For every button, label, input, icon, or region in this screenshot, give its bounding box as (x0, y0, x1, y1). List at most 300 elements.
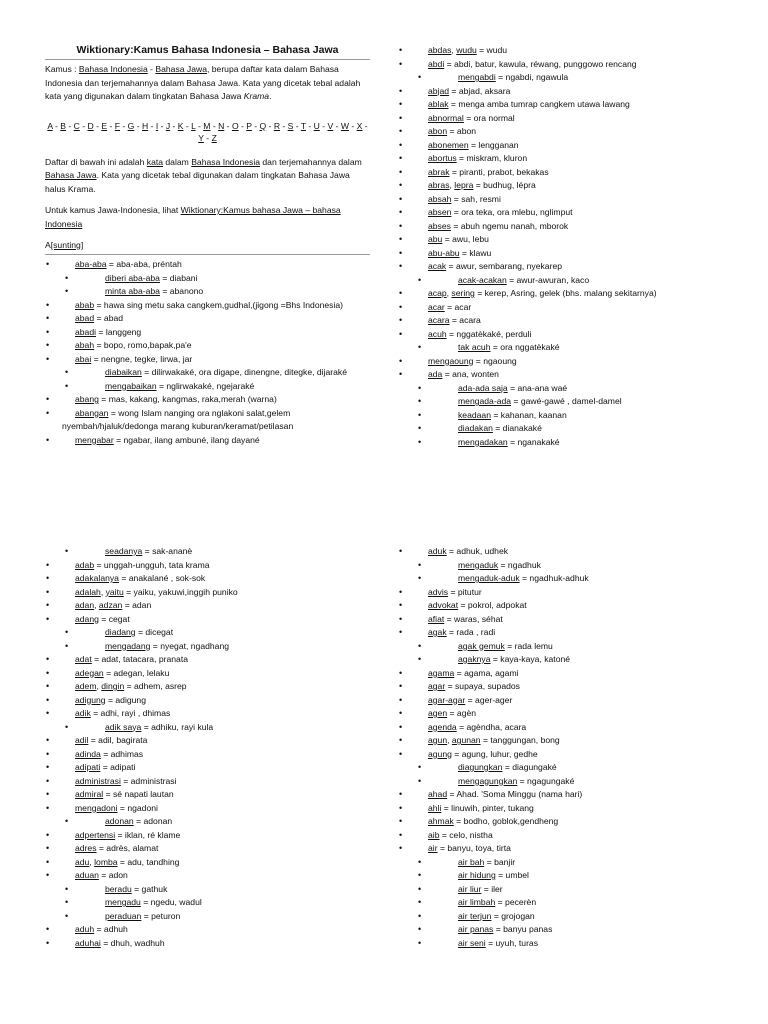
entry-translation: = peturon (141, 910, 181, 921)
entry-word-link[interactable]: adem (75, 681, 97, 691)
entry-word-link[interactable]: aduan (75, 870, 99, 880)
alphabet-link[interactable]: N (218, 120, 225, 131)
entry-translation: = nggatèkaké, perduli (446, 328, 532, 339)
entry-translation: = adu, tandhing (117, 856, 180, 867)
entry-word-link[interactable]: absen (428, 207, 452, 217)
column-top-right (398, 44, 723, 449)
entry-word-link[interactable]: adres (75, 843, 97, 853)
sub-entry (398, 653, 723, 667)
entry-translation: = sak-ananè (142, 546, 193, 556)
entry-word-link[interactable]: agak gemuk (458, 640, 505, 651)
entry-word-link[interactable]: ahli (428, 802, 442, 813)
entry-translation: = celo, nistha (439, 829, 493, 840)
entry-word-link[interactable]: acar (428, 301, 445, 312)
entry-word-link[interactable]: afiat (428, 613, 445, 624)
entry-word-link[interactable]: mengagungkan (458, 775, 518, 786)
entry-word-link[interactable]: aib (428, 829, 440, 840)
entry-translation: = adhuh (94, 924, 128, 934)
entry-word-link[interactable]: aduhai (75, 937, 101, 948)
entry-word-link[interactable]: abah (75, 340, 95, 350)
entry-word-link[interactable]: acuh (428, 328, 447, 339)
entry-synonym-link[interactable]: lepra (454, 180, 474, 190)
dictionary-entry (398, 166, 723, 180)
alphabet-link[interactable]: Y (198, 132, 204, 143)
entry-translation: = gawé-gawé , damel-damel (511, 396, 622, 406)
alphabet-link[interactable]: V (327, 120, 334, 131)
entry-translation: = grojogan (491, 910, 535, 921)
entry-translation: = iklan, ré klame (115, 829, 181, 840)
entry-word-link[interactable]: air panas (458, 924, 494, 934)
dictionary-entry (398, 721, 723, 735)
dictionary-entry (398, 220, 723, 234)
sub-entry (45, 285, 370, 299)
entry-word-link[interactable]: adil (75, 735, 89, 745)
entry-translation: = pecerèn (495, 897, 537, 907)
dictionary-entry (398, 328, 723, 342)
entry-word-link[interactable]: abon (428, 126, 448, 136)
alphabet-link[interactable]: S (287, 120, 294, 131)
entry-word-link[interactable]: agar-agar (428, 694, 466, 705)
entry-word-link[interactable]: mengada-ada (458, 396, 512, 406)
alphabet-link[interactable]: O (231, 120, 239, 131)
alphabet-link[interactable]: A (47, 120, 53, 131)
entry-translation: = adhuk, udhek (446, 546, 509, 556)
entry-word-link[interactable]: adonan (105, 816, 134, 826)
entry-translation: = pitutur (448, 586, 482, 597)
entry-word-link[interactable]: seadanya (105, 546, 143, 556)
alphabet-link[interactable]: P (246, 120, 252, 131)
dictionary-entry (398, 829, 723, 843)
entry-word-link[interactable]: abjad (428, 85, 450, 96)
link-kamus-jawa-indonesia[interactable]: Wiktionary:Kamus bahasa Jawa – bahasa Indonesia (45, 205, 341, 229)
dictionary-entry (398, 815, 723, 829)
dictionary-entry (45, 829, 370, 843)
entry-translation: = agèndha, acara (456, 721, 527, 732)
entry-word-link[interactable]: abab (75, 299, 95, 310)
entry-word-link[interactable]: diadang (105, 627, 136, 637)
sub-entry (398, 640, 723, 654)
entry-word-link[interactable]: adik saya (105, 721, 142, 732)
sub-entry (45, 545, 370, 559)
entry-word-link[interactable]: abrak (428, 166, 450, 177)
title-rule (45, 59, 370, 60)
entry-word-link[interactable]: mengabaikan (105, 380, 157, 391)
entry-word-link[interactable]: mengabar (75, 434, 114, 445)
entry-translation: = yaiku, yakuwi,inggih puniko (123, 586, 238, 597)
entry-word-link[interactable]: adakalanya (75, 573, 119, 583)
entry-translation: = langgeng (96, 326, 142, 337)
entry-list (45, 545, 370, 950)
entry-translation: = rada lemu (504, 640, 553, 651)
column-top-left (45, 44, 370, 447)
entry-word-link[interactable]: ada-ada saja (458, 382, 508, 393)
entry-synonym-link[interactable]: sering (451, 288, 475, 298)
alphabet-link[interactable]: J (165, 120, 171, 131)
dictionary-entry (45, 299, 370, 313)
entry-translation: = abdi, batur, kawula, réwang, punggowo rencang (444, 58, 637, 69)
dictionary-entry (45, 788, 370, 802)
edit-section-link[interactable]: [sunting] (50, 240, 84, 250)
entry-word-link[interactable]: air bah (458, 856, 485, 867)
entry-translation: = abon (447, 126, 477, 136)
entry-word-link[interactable]: abai (75, 353, 92, 364)
alphabet-link[interactable]: L (191, 120, 196, 131)
entry-synonym-link[interactable]: agunan (451, 735, 481, 745)
entry-synonym-link[interactable]: yaitu (105, 586, 124, 597)
entry-word-link[interactable]: agenda (428, 721, 457, 732)
dictionary-entry (45, 559, 370, 573)
alphabet-link[interactable]: T (300, 120, 306, 131)
entry-translation: = iler (481, 883, 503, 894)
entry-translation: = adhi, rayi , dhimas (90, 708, 171, 718)
entry-word-link[interactable]: abang (75, 394, 99, 404)
dictionary-entry (398, 260, 723, 274)
entry-word-link[interactable]: abonemen (428, 139, 469, 150)
entry-word-link[interactable]: agaknya (458, 654, 491, 664)
entry-word-link[interactable]: air (428, 843, 438, 853)
sub-entry (398, 572, 723, 586)
alphabet-link[interactable]: R (273, 120, 281, 131)
entry-translation: = diagungaké (502, 762, 557, 772)
dictionary-entry (398, 368, 723, 382)
entry-word-link[interactable]: ahmak (428, 816, 454, 826)
entry-word-link[interactable]: adang (75, 613, 99, 624)
entry-synonym-link[interactable]: lomba (94, 856, 118, 867)
entry-word-link[interactable]: diadakan (458, 423, 493, 433)
alphabet-link[interactable]: D (87, 120, 94, 131)
dictionary-entry (398, 112, 723, 126)
alphabet-link[interactable]: I (155, 120, 159, 131)
entry-translation: = ngadhuk-adhuk (519, 573, 589, 583)
alphabet-link[interactable]: C (73, 120, 80, 131)
entry-translation: = wudu (476, 45, 508, 55)
entry-word-link[interactable]: abdi (428, 58, 445, 69)
entry-word-link[interactable]: abad (75, 313, 95, 323)
entry-translation: = adonan (133, 816, 173, 826)
link-kata[interactable]: kata (146, 156, 164, 167)
entry-translation: = wong Islam nanging ora nglakoni salat,gelem nyembah/hjaluk/dedonga marang kuburan/keramat/petilasan (62, 407, 294, 431)
sub-entry (45, 815, 370, 829)
entry-translation: = sah, resmi (451, 193, 501, 204)
entry-word-link[interactable]: abdas (428, 45, 452, 55)
dictionary-entry (398, 314, 723, 328)
entry-word-link[interactable]: mengadu (105, 897, 141, 907)
alphabet-link[interactable]: G (127, 120, 135, 131)
alphabet-link[interactable]: Q (259, 120, 267, 131)
entry-word-link[interactable]: adu (75, 856, 90, 867)
entry-translation: = sé napati lautan (103, 789, 174, 799)
dictionary-entry (45, 653, 370, 667)
entry-word-link[interactable]: air seni (458, 937, 486, 948)
entry-word-link[interactable]: acak (428, 261, 447, 271)
entry-word-link[interactable]: adalah (75, 586, 101, 597)
sub-entry (398, 937, 723, 951)
dictionary-entry (398, 842, 723, 856)
entry-translation: = acar (444, 301, 472, 312)
entry-word-link[interactable]: adipati (75, 762, 101, 772)
entry-translation: = agèn (447, 708, 477, 718)
sub-entry (398, 856, 723, 870)
entry-word-link[interactable]: agama (428, 667, 455, 678)
alphabet-link[interactable]: K (177, 120, 184, 131)
entry-word-link[interactable]: air limbah (458, 897, 496, 907)
entry-translation: = abuh ngemu nanah, mborok (450, 220, 569, 231)
entry-synonym-link[interactable]: wudu (456, 45, 477, 55)
sub-entry (45, 272, 370, 286)
entry-word-link[interactable]: mengaduk (458, 559, 499, 570)
dictionary-entry (45, 572, 370, 586)
dictionary-entry (45, 802, 370, 816)
alphabet-link[interactable]: M (203, 120, 211, 131)
entry-word-link[interactable]: keadaan (458, 409, 491, 420)
dictionary-entry: • adalah, yaitu = yaiku, yakuwi,inggih puniko (45, 586, 370, 600)
entry-translation: = nyegat, ngadhang (150, 640, 230, 651)
sub-entry (398, 910, 723, 924)
sub-entry (398, 559, 723, 573)
entry-word-link[interactable]: agar (428, 681, 446, 691)
entry-word-link[interactable]: abortus (428, 153, 457, 163)
entry-word-link[interactable]: mengaduk-aduk (458, 573, 520, 583)
entry-translation: = linuwih, pinter, tukang (441, 802, 534, 813)
dictionary-entry (45, 923, 370, 937)
entry-translation: = unggah-ungguh, tata krama (94, 559, 210, 570)
dictionary-entry (398, 139, 723, 153)
entry-word-link[interactable]: tak acuh (458, 342, 491, 352)
dictionary-entry (398, 206, 723, 220)
dictionary-entry (398, 233, 723, 247)
alphabet-link[interactable]: H (141, 120, 149, 131)
entry-translation: = adan (122, 600, 152, 610)
entry-word-link[interactable]: abnormal (428, 112, 464, 123)
dictionary-entry (398, 301, 723, 315)
sub-entry (45, 640, 370, 654)
dictionary-entry: • acap, sering = kerep, Asring, gelek (bhs. malang sekitarnya) (398, 287, 723, 301)
entry-word-link[interactable]: advis (428, 586, 449, 597)
dictionary-entry (45, 312, 370, 326)
alphabet-link[interactable]: U (313, 120, 320, 131)
sub-entry (398, 382, 723, 396)
entry-word-link[interactable]: adik (75, 708, 91, 718)
dictionary-entry (398, 193, 723, 207)
section-heading-a: A[sunting] (45, 240, 84, 250)
entry-translation: = piranti, prabot, bekakas (449, 166, 549, 177)
entry-word-link[interactable]: air hidung (458, 870, 496, 880)
sub-entry (398, 923, 723, 937)
dictionary-entry: • adem, dingin = adhem, asrep (45, 680, 370, 694)
entry-word-link[interactable]: advokat (428, 600, 459, 610)
alphabet-link[interactable]: F (114, 120, 120, 131)
sub-entry (45, 910, 370, 924)
entry-word-link[interactable]: diabaikan (105, 367, 142, 377)
entry-word-link[interactable]: adat (75, 654, 92, 664)
entry-translation: = adon (98, 870, 128, 880)
entry-word-link[interactable]: air terjun (458, 910, 492, 921)
entry-translation: = hawa sing metu saka cangkem,gudhal,(jigong =Bhs Indonesia) (94, 299, 344, 310)
entry-translation: = ager-ager (465, 694, 513, 705)
entry-translation: = awur-awuran, kaco (506, 274, 590, 285)
entry-translation: = miskram, kluron (456, 153, 528, 163)
entry-translation: = nganakaké (507, 436, 560, 447)
sub-entry (398, 409, 723, 423)
entry-translation: = ngagungaké (517, 775, 575, 786)
entry-translation: = aba-aba, préntah (106, 259, 182, 269)
entry-word-link[interactable]: agun (428, 735, 448, 745)
entry-word-link[interactable]: abses (428, 220, 451, 231)
entry-translation: = banyu panas (493, 924, 553, 934)
dictionary-entry (398, 85, 723, 99)
entry-word-link[interactable]: agak (428, 627, 447, 637)
entry-translation: = dianakaké (492, 423, 542, 433)
entry-word-link[interactable]: ada (428, 369, 443, 379)
dictionary-entry (398, 98, 723, 112)
entry-translation: = diabani (159, 272, 198, 283)
entry-word-link[interactable]: aba-aba (75, 259, 107, 269)
sub-entry (398, 436, 723, 450)
entry-word-link[interactable]: mengadang (105, 640, 151, 651)
entry-translation: = banyu, toya, tirta (437, 843, 511, 853)
entry-translation: = rada , radi (446, 627, 496, 637)
sub-entry (398, 395, 723, 409)
link-bahasa-jawa[interactable]: Bahasa Jawa (155, 64, 207, 74)
entry-word-link[interactable]: acara (428, 315, 450, 325)
alphabet-index: A - B - C - D - E - F - G - H - I - J - K - L - M - N - O - P - Q - R - S - T - U - V - W - X - Y - Z (47, 120, 368, 143)
entry-word-link[interactable]: diberi aba-aba (105, 272, 160, 283)
dictionary-entry (45, 353, 370, 367)
column-bottom-right (398, 545, 723, 950)
entry-word-link[interactable]: aduk (428, 546, 447, 556)
dictionary-entry: • agun, agunan = tanggungan, bong (398, 734, 723, 748)
entry-word-link[interactable]: aduh (75, 924, 95, 934)
entry-translation: = awur, sembarang, nyekarep (446, 261, 562, 271)
sub-entry (398, 71, 723, 85)
link-bahasa-indonesia-2[interactable]: Bahasa Indonesia (191, 156, 261, 167)
dictionary-entry (45, 775, 370, 789)
dictionary-entry (398, 680, 723, 694)
entry-word-link[interactable]: abadi (75, 326, 97, 337)
entry-word-link[interactable]: agung (428, 748, 452, 759)
dictionary-entry (398, 58, 723, 72)
entry-word-link[interactable]: adinda (75, 748, 101, 759)
entry-word-link[interactable]: administrasi (75, 775, 121, 786)
entry-word-link[interactable]: abu-abu (428, 247, 460, 258)
entry-word-link[interactable]: abu (428, 234, 443, 244)
alphabet-link[interactable]: E (101, 120, 108, 131)
entry-word-link[interactable]: adab (75, 559, 95, 570)
dictionary-entry: • abras, lepra = budhug, lépra (398, 179, 723, 193)
entry-translation: = ngedu, wadul (140, 897, 202, 907)
entry-list (398, 545, 723, 950)
entry-word-link[interactable]: adigung (75, 694, 106, 705)
entry-word-link[interactable]: mengadoni (75, 802, 118, 813)
page-title: Wiktionary:Kamus Bahasa Indonesia – Bahasa Jawa (76, 44, 339, 56)
sub-entry (398, 422, 723, 436)
entry-translation: = acara (449, 315, 481, 325)
entry-translation: = ora normal (463, 112, 515, 123)
entry-translation: = gathuk (131, 883, 168, 894)
entry-word-link[interactable]: ablak (428, 99, 449, 109)
entry-translation: = umbel (495, 870, 529, 880)
entry-word-link[interactable]: diagungkan (458, 762, 503, 772)
entry-translation: = ngaoung (473, 355, 517, 366)
entry-word-link[interactable]: minta aba-aba (105, 286, 160, 296)
entry-word-link[interactable]: adpertensi (75, 829, 116, 840)
entry-translation: = administrasi (120, 775, 177, 786)
dictionary-entry (398, 788, 723, 802)
dictionary-entry (45, 393, 370, 407)
sub-entry (398, 274, 723, 288)
entry-word-link[interactable]: mengaoung (428, 355, 474, 366)
entry-translation: = kahanan, kaanan (490, 409, 567, 420)
entry-word-link[interactable]: abras (428, 180, 450, 190)
entry-translation: = budhug, lépra (473, 180, 536, 190)
entry-word-link[interactable]: beradu (105, 883, 132, 894)
entry-translation: = lengganan (468, 139, 519, 150)
dictionary-entry (398, 626, 723, 640)
dictionary-entry (45, 613, 370, 627)
section-rule (45, 254, 370, 255)
entry-translation: = agung, luhur, gedhe (451, 748, 538, 759)
sub-entry (398, 761, 723, 775)
entry-translation: = ngadoni (117, 802, 158, 813)
dictionary-entry (45, 339, 370, 353)
dictionary-entry (398, 545, 723, 559)
link-bahasa-jawa-2[interactable]: Bahasa Jawa (45, 170, 97, 180)
entry-word-link[interactable]: agen (428, 708, 448, 718)
link-bahasa-indonesia[interactable]: Bahasa Indonesia (78, 64, 148, 74)
entry-translation: = adrès, alamat (96, 843, 159, 853)
sub-entry (45, 896, 370, 910)
sub-entry (45, 721, 370, 735)
entry-translation: = banjir (484, 856, 516, 867)
entry-word-link[interactable]: abangan (75, 407, 109, 418)
entry-word-link[interactable]: air liur (458, 883, 482, 894)
entry-translation: = tanggungan, bong (480, 735, 560, 745)
entry-translation: = adil, bagirata (88, 735, 148, 745)
dictionary-entry (45, 326, 370, 340)
alphabet-link[interactable]: X (356, 120, 363, 131)
entry-translation: = ana-ana waé (507, 382, 568, 393)
entry-word-link[interactable]: acak-acakan (458, 274, 507, 285)
dictionary-entry (45, 694, 370, 708)
entry-list (398, 44, 723, 449)
entry-word-link[interactable]: peraduan (105, 910, 142, 921)
entry-synonym-link[interactable]: dingin (101, 681, 125, 691)
entry-word-link[interactable]: admiral (75, 789, 104, 799)
dictionary-entry (45, 707, 370, 721)
entry-word-link[interactable]: mengadakan (458, 436, 508, 447)
entry-synonym-link[interactable]: adzan (98, 600, 123, 610)
entry-word-link[interactable]: adan (75, 600, 95, 610)
sub-entry (398, 896, 723, 910)
entry-translation: = kaya-kaya, katoné (490, 654, 571, 664)
alphabet-link[interactable]: Z (211, 132, 217, 143)
alphabet-link[interactable]: W (340, 120, 349, 131)
entry-word-link[interactable]: acap (428, 288, 447, 298)
entry-translation: = menga amba tumrap cangkem utawa lawang (448, 99, 630, 109)
entry-word-link[interactable]: adegan (75, 667, 104, 678)
dictionary-entry (45, 761, 370, 775)
entry-word-link[interactable]: absah (428, 193, 452, 204)
entry-word-link[interactable]: ahad (428, 789, 448, 799)
entry-translation: = bodho, goblok,gendheng (453, 816, 559, 826)
entry-word-link[interactable]: mengabdi (458, 72, 496, 82)
dictionary-entry (45, 842, 370, 856)
sub-entry (45, 366, 370, 380)
entry-translation: = anakalané , sok-sok (118, 573, 206, 583)
entry-translation: = waras, séhat (444, 613, 503, 624)
entry-translation: = ora nggatèkaké (490, 342, 560, 352)
alphabet-link[interactable]: B (60, 120, 66, 131)
